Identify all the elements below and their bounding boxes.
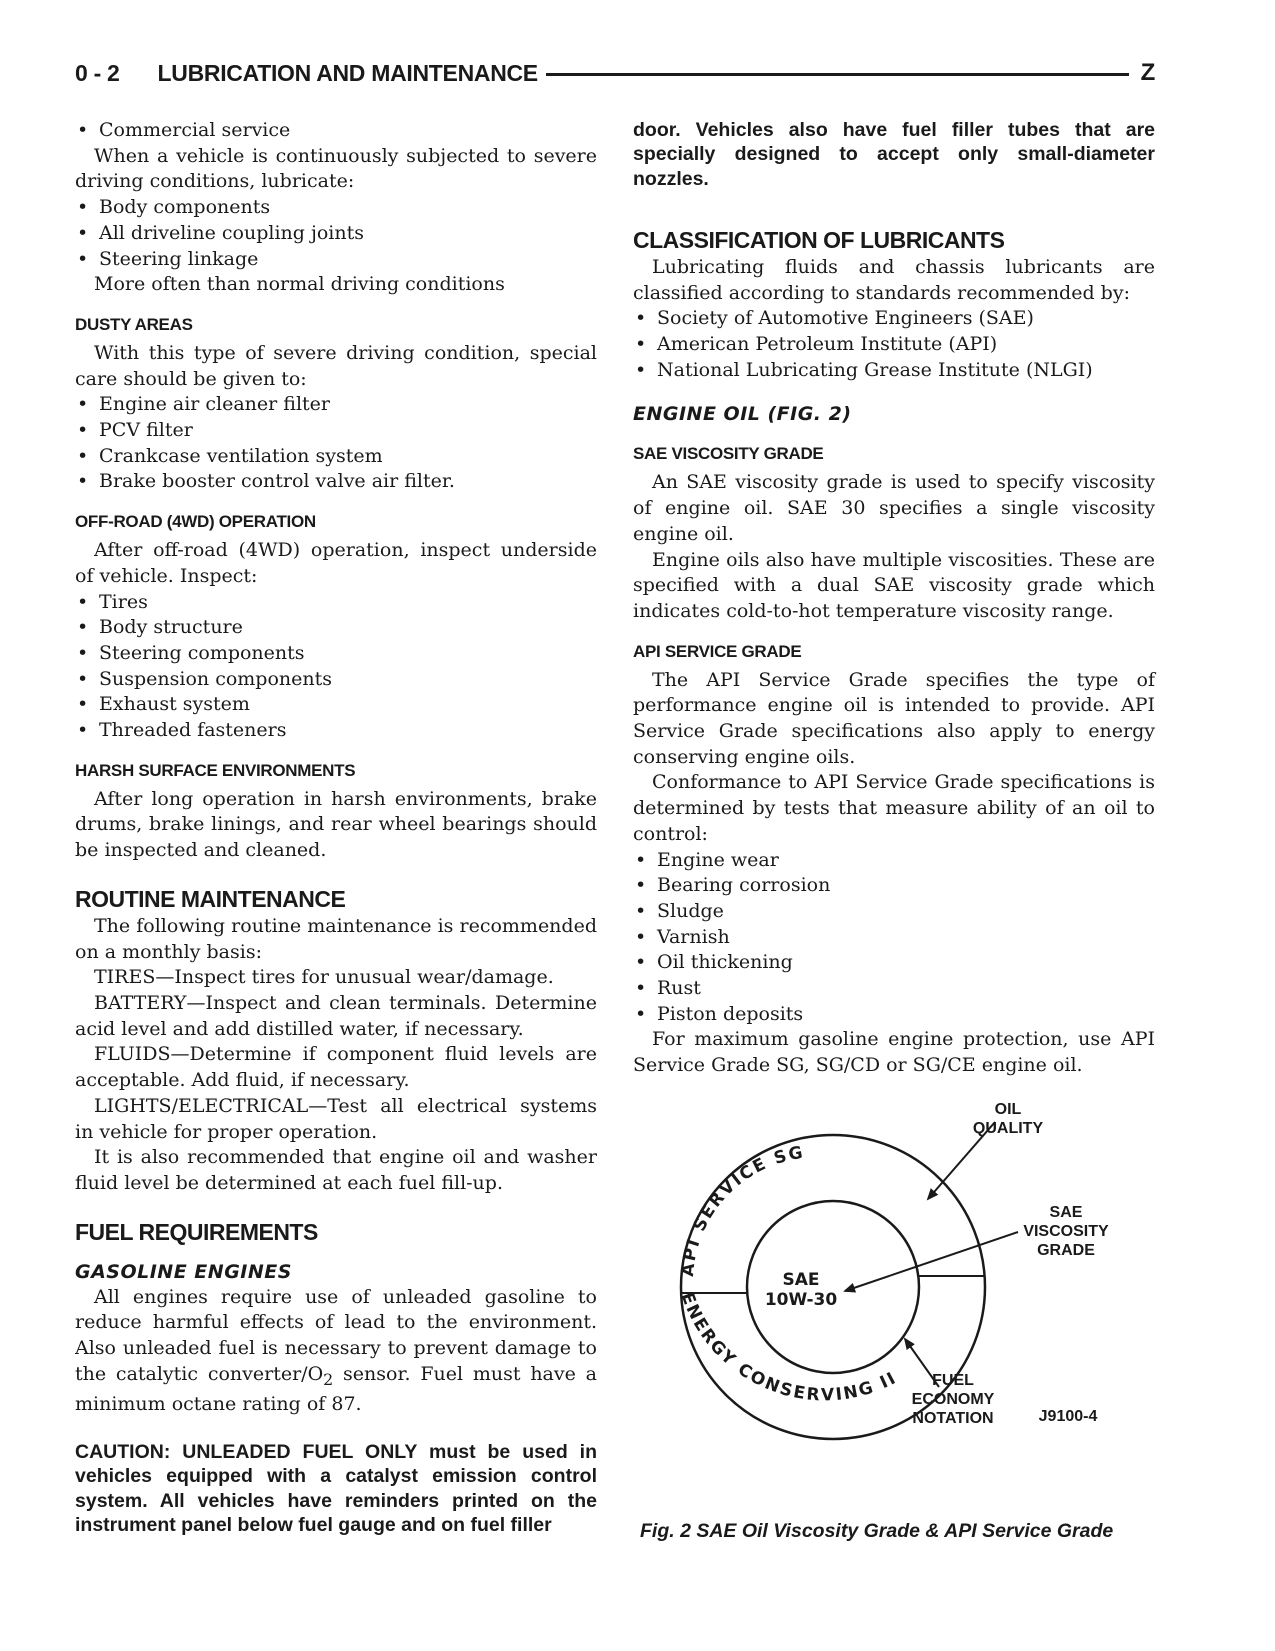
label-sae-grade: SAE VISCOSITY GRADE bbox=[1023, 1204, 1109, 1259]
sae-heading: SAE VISCOSITY GRADE bbox=[633, 444, 824, 464]
label-oil-quality: OIL QUALITY bbox=[972, 1101, 1044, 1137]
routine-para: BATTERY—Inspect and clean terminals. Determine acid level and add distilled water, if necessary. bbox=[75, 991, 597, 1040]
commercial-text: When a vehicle is continuously subjected to severe driving conditions, lubricate: bbox=[75, 144, 597, 193]
list-item: • Engine wear bbox=[633, 848, 1155, 874]
list-item: • Steering linkage bbox=[75, 247, 597, 273]
engine-oil-heading: ENGINE OIL (FIG. 2) bbox=[633, 403, 852, 426]
page-header bbox=[75, 58, 1155, 88]
list-item: • Rust bbox=[633, 976, 1155, 1002]
list-item: • Tires bbox=[75, 590, 597, 616]
arrow-sae bbox=[845, 1232, 1018, 1291]
gasoline-text bbox=[75, 1285, 597, 1418]
list-item: • Commercial service bbox=[75, 118, 597, 144]
offroad-heading: OFF-ROAD (4WD) OPERATION bbox=[75, 512, 316, 532]
sae-para: An SAE viscosity grade is used to specify viscosity of engine oil. SAE 30 specifies a single viscosity engine oil. bbox=[633, 471, 1155, 545]
harsh-heading: HARSH SURFACE ENVIRONMENTS bbox=[75, 760, 356, 780]
routine-heading: ROUTINE MAINTENANCE bbox=[75, 885, 346, 912]
page-number: 0 - 2 bbox=[75, 59, 120, 86]
list-item: • Body components bbox=[75, 195, 597, 221]
fuel-heading: FUEL REQUIREMENTS bbox=[75, 1218, 318, 1245]
inner-circle bbox=[747, 1201, 919, 1373]
api-heading: API SERVICE GRADE bbox=[633, 641, 802, 661]
routine-para: TIRES—Inspect tires for unusual wear/damage. bbox=[94, 966, 554, 989]
offroad-items bbox=[75, 590, 597, 744]
routine-para: It is also recommended that engine oil and washer fluid level be determined at each fuel fill-up. bbox=[75, 1146, 597, 1194]
oil-symbol-diagram bbox=[633, 1117, 1155, 1457]
list-item: • Crankcase ventilation system bbox=[75, 444, 597, 470]
list-item: • Piston deposits bbox=[633, 1002, 1155, 1028]
api-para: Conformance to API Service Grade specifications is determined by tests that measure ability of an oil to control: bbox=[633, 771, 1155, 845]
list-item: • Suspension components bbox=[75, 667, 597, 693]
page-title: LUBRICATION AND MAINTENANCE bbox=[157, 59, 538, 86]
list-item: • Threaded fasteners bbox=[75, 718, 597, 744]
commercial-list bbox=[75, 118, 597, 144]
list-item: • National Lubricating Grease Institute (NLGI) bbox=[633, 358, 1155, 384]
list-item: • Brake booster control valve air filter. bbox=[75, 469, 597, 495]
subscript-2: 2 bbox=[323, 1369, 334, 1389]
list-item: • Bearing corrosion bbox=[633, 873, 1155, 899]
list-item: • Steering components bbox=[75, 641, 597, 667]
left-column bbox=[75, 118, 597, 1537]
header-rule bbox=[546, 73, 1129, 76]
figure-code: J9100-4 bbox=[1038, 1408, 1098, 1425]
list-item: • Society of Automotive Engineers (SAE) bbox=[633, 306, 1155, 332]
list-item: • PCV filter bbox=[75, 418, 597, 444]
caution-text: CAUTION: UNLEADED FUEL ONLY must be used in vehicles equipped with a catalyst emission control system. All vehicles have reminders printed on the instrument panel below fuel gauge and on fuel filler bbox=[75, 1440, 597, 1536]
arc-bottom-text: ENERGY CONSERVING II bbox=[676, 1289, 901, 1406]
list-item: • Body structure bbox=[75, 615, 597, 641]
commercial-after: More often than normal driving conditions bbox=[94, 273, 505, 296]
figure-oil-symbol bbox=[633, 1101, 1155, 1457]
list-item: • All driveline coupling joints bbox=[75, 221, 597, 247]
dusty-heading: DUSTY AREAS bbox=[75, 314, 193, 334]
classification-heading: CLASSIFICATION OF LUBRICANTS bbox=[633, 226, 1005, 253]
list-item: • Oil thickening bbox=[633, 950, 1155, 976]
caution-continued: door. Vehicles also have fuel filler tubes that are specially designed to accept only small-diameter nozzles. bbox=[633, 119, 1155, 190]
harsh-text: After long operation in harsh environments, brake drums, brake linings, and rear wheel bearings should be inspected and cleaned. bbox=[75, 787, 597, 862]
list-item: • American Petroleum Institute (API) bbox=[633, 332, 1155, 358]
classification-text: Lubricating fluids and chassis lubricants are classified according to standards recommended by: bbox=[633, 255, 1155, 304]
routine-para: The following routine maintenance is recommended on a monthly basis: bbox=[75, 914, 597, 963]
routine-para: FLUIDS—Determine if component fluid levels are acceptable. Add fluid, if necessary. bbox=[75, 1043, 597, 1092]
center-sae: SAE bbox=[782, 1270, 820, 1290]
api-items bbox=[633, 848, 1155, 1028]
section-letter: Z bbox=[1140, 59, 1155, 86]
list-item: • Engine air cleaner filter bbox=[75, 392, 597, 418]
gasoline-text-b: sensor. Fuel must have a minimum octane rating of 87. bbox=[75, 1362, 597, 1416]
classification-items bbox=[633, 306, 1155, 383]
sae-para: Engine oils also have multiple viscosities. These are specified with a dual SAE viscosity grade which indicates cold-to-hot temperature viscosity range. bbox=[633, 548, 1155, 622]
figure-caption: Fig. 2 SAE Oil Viscosity Grade & API Service Grade bbox=[640, 1520, 1114, 1542]
dusty-items bbox=[75, 392, 597, 495]
list-item: • Varnish bbox=[633, 925, 1155, 951]
list-item: • Exhaust system bbox=[75, 692, 597, 718]
api-closing: For maximum gasoline engine protection, use API Service Grade SG, SG/CD or SG/CE engine oil. bbox=[633, 1028, 1155, 1077]
dusty-text: With this type of severe driving condition, special care should be given to: bbox=[75, 341, 597, 390]
arc-top-text: API SERVICE SG bbox=[677, 1142, 807, 1278]
list-item: • Sludge bbox=[633, 899, 1155, 925]
gasoline-text-a: All engines require use of unleaded gasoline to reduce harmful effects of lead to the environment. Also unleaded fuel is necessary to prevent damage to the catalytic converter/O bbox=[75, 1285, 597, 1385]
label-fuel-economy: FUEL ECONOMY NOTATION bbox=[911, 1372, 995, 1427]
offroad-text: After off-road (4WD) operation, inspect underside of vehicle. Inspect: bbox=[75, 539, 597, 587]
center-grade: 10W-30 bbox=[764, 1290, 838, 1310]
routine-para: LIGHTS/ELECTRICAL—Test all electrical systems in vehicle for proper operation. bbox=[75, 1094, 597, 1143]
commercial-items bbox=[75, 195, 597, 272]
api-para: The API Service Grade specifies the type of performance engine oil is intended to provide. API Service Grade specifications also apply to energy conserving engine oils. bbox=[633, 668, 1155, 768]
gasoline-heading: GASOLINE ENGINES bbox=[75, 1260, 292, 1283]
right-column bbox=[633, 118, 1155, 1079]
